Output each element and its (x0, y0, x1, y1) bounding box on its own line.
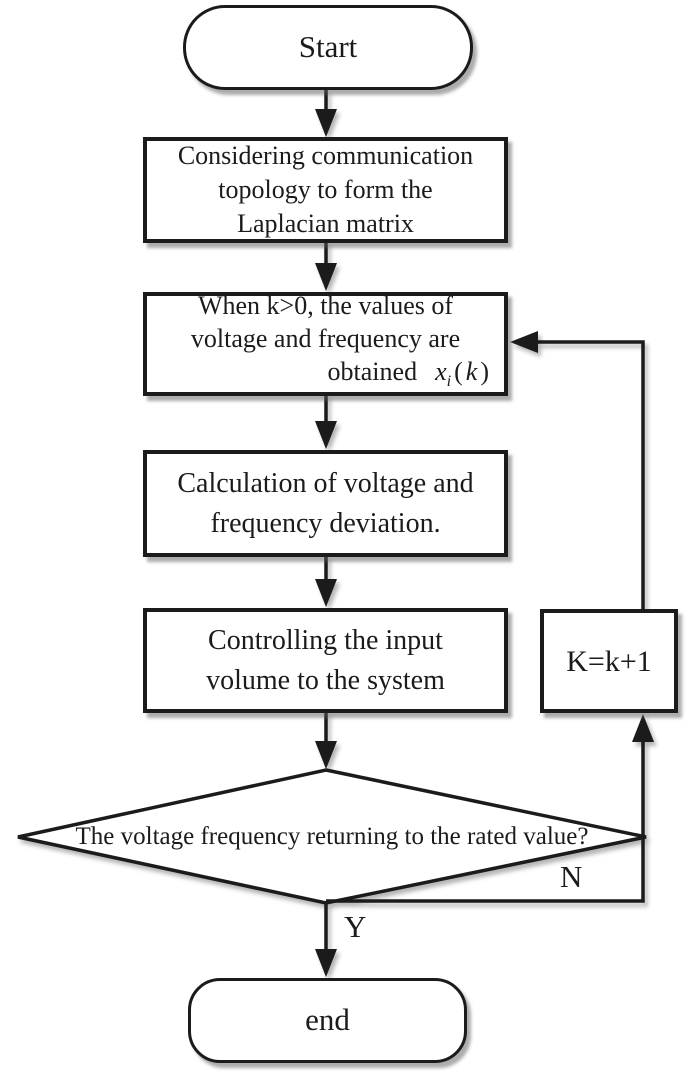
arrow-down-icon (315, 263, 337, 291)
math-subscript: i (446, 373, 452, 391)
node-laplacian-matrix (143, 137, 508, 243)
math-var: x (435, 357, 447, 387)
node-control-line: Controlling the input (208, 624, 443, 656)
math-open-paren: ( (454, 357, 463, 387)
node-obtain-values (143, 292, 508, 396)
node-end (188, 978, 467, 1063)
arrow-down-icon (315, 109, 337, 137)
node-obtain-line: voltage and frequency are (190, 324, 461, 354)
arrow-laplacian-to-obtain (315, 242, 337, 291)
no-branch-label: N (560, 859, 583, 894)
arrow-down-icon (315, 741, 337, 769)
arrow-down-icon (315, 949, 337, 977)
arrow-obtain-to-calculation (315, 395, 337, 449)
node-laplacian-line: Laplacian matrix (237, 209, 414, 238)
arrow-up-icon (632, 714, 654, 742)
node-end-label: end (305, 1002, 350, 1038)
arrow-down-icon (315, 579, 337, 607)
node-obtain-line (147, 355, 504, 398)
arrow-increment-to-obtain (510, 331, 643, 610)
node-obtain-line: When k>0, the values of (197, 291, 454, 321)
node-control-input (143, 608, 508, 713)
decision-question-label: The voltage frequency returning to the rated value? (75, 823, 589, 850)
yes-branch-label: Y (344, 909, 367, 944)
arrow-start-to-laplacian (315, 90, 337, 137)
node-start-label: Start (298, 29, 358, 65)
obtained-word: obtained (327, 357, 418, 387)
arrow-down-icon (315, 421, 337, 449)
node-calculation-deviation (143, 450, 508, 557)
arrow-yes-to-end (315, 901, 337, 977)
node-laplacian-line: topology to form the (218, 175, 433, 204)
math-x-i-of-k (435, 357, 492, 391)
node-calculation-line: Calculation of voltage and (177, 467, 474, 499)
node-calculation-line: frequency deviation. (210, 507, 441, 539)
node-increment-k (540, 609, 678, 713)
node-start (183, 5, 473, 90)
arrow-control-to-decision (315, 712, 337, 769)
node-control-line: volume to the system (206, 664, 445, 696)
math-close-paren: ) (480, 357, 489, 387)
math-arg: k (465, 357, 478, 387)
arrow-calculation-to-control (315, 556, 337, 607)
arrow-left-icon (510, 331, 538, 353)
node-increment-label: K=k+1 (566, 644, 652, 678)
node-laplacian-line: Considering communication (177, 141, 474, 170)
